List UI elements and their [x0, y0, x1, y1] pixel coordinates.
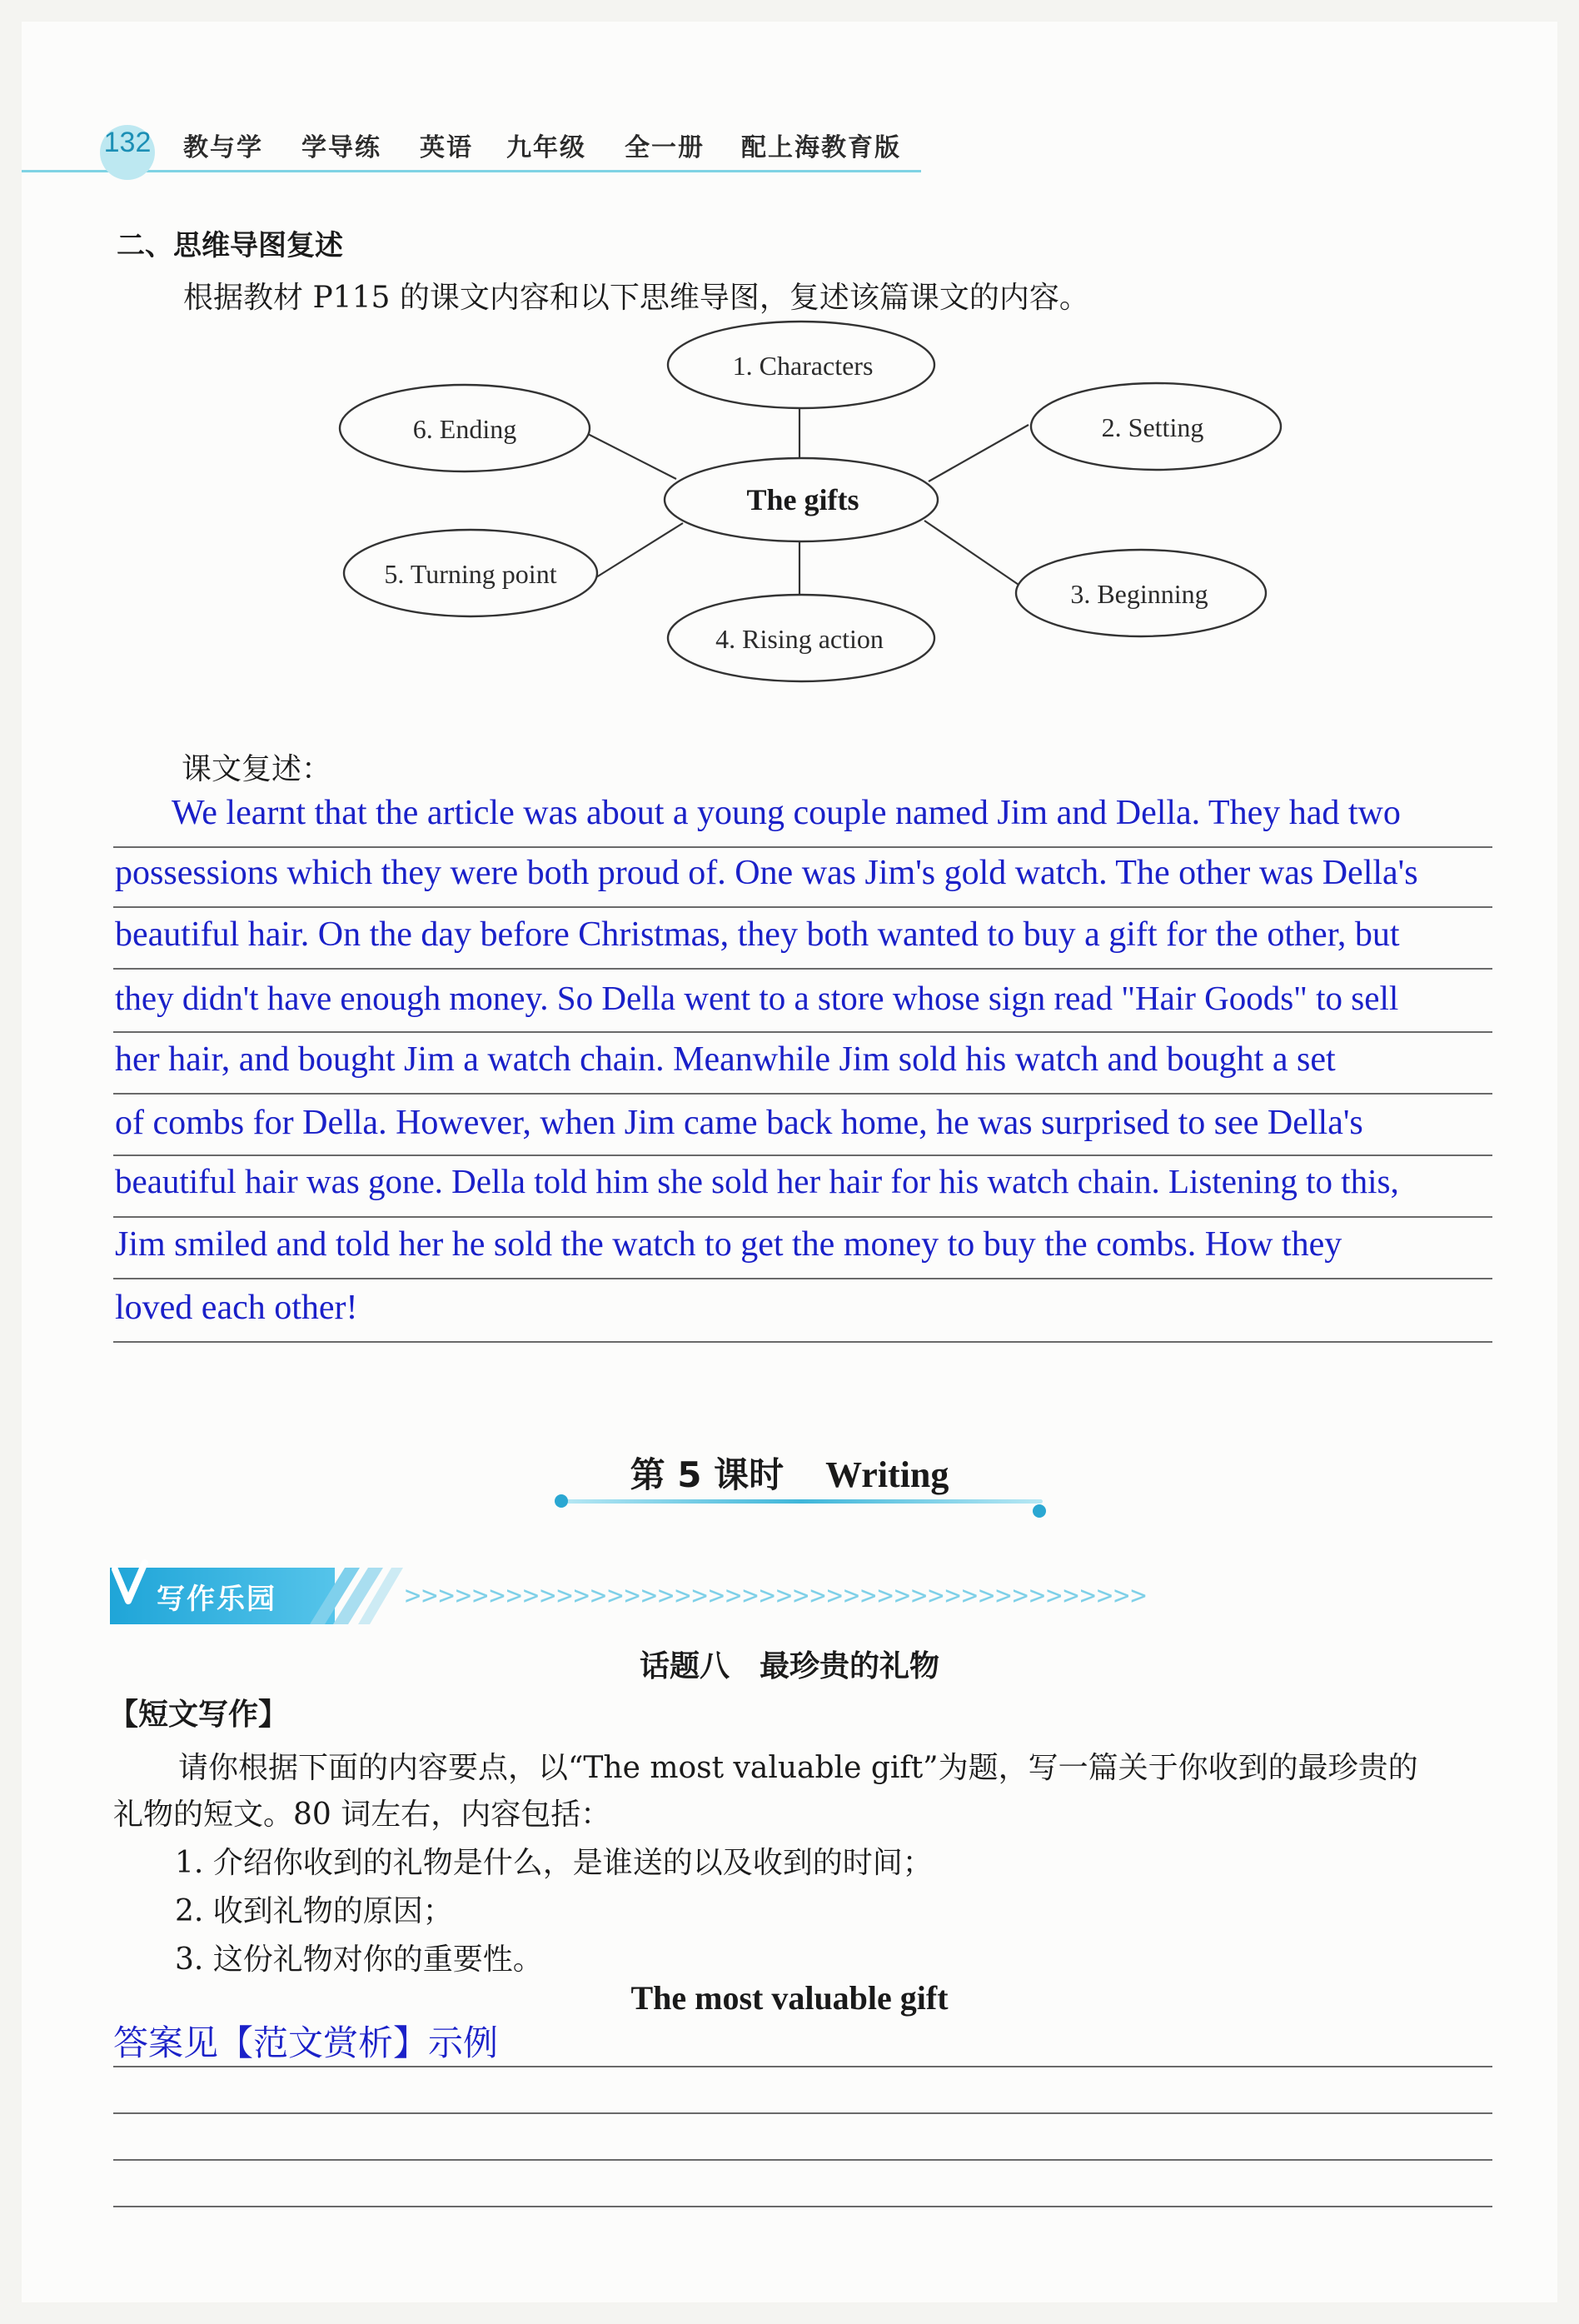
- underline-dot-right: [1033, 1504, 1046, 1518]
- retelling-line-6: of combs for Della. However, when Jim came back home, he was surprised to see Della's: [115, 1104, 1363, 1142]
- point-1: 1. 介绍你收到的礼物是什么，是谁送的以及收到的时间；: [175, 1846, 933, 1880]
- mm-node-2-label: 2. Setting: [1101, 412, 1204, 442]
- retelling-line-2: possessions which they were both proud of. One was Jim's gold watch. The other was Della's: [115, 854, 1418, 892]
- writing-rule: [113, 846, 1492, 848]
- retelling-line-4: they didn't have enough money. So Della went to a store whose sign read "Hair Goods" to sell: [115, 979, 1399, 1017]
- section-title: 二、思维导图复述: [117, 229, 343, 262]
- mm-node-3-label: 3. Beginning: [1070, 579, 1208, 609]
- topic-title: 话题八 最珍贵的礼物: [639, 1649, 939, 1683]
- point-2: 2. 收到礼物的原因；: [175, 1894, 453, 1928]
- retelling-line-1: We learnt that the article was about a young couple named Jim and Della. They had two: [172, 794, 1401, 832]
- mind-map: [0, 0, 1579, 700]
- prompt-line-1: 请你根据下面的内容要点，以“The most valuable gift”为题，写一篇关于你收到的最珍贵的: [178, 1751, 1418, 1785]
- header-item-5: 全一册: [625, 133, 705, 162]
- header-item-4: 九年级: [506, 133, 586, 162]
- essay-title: The most valuable gift: [630, 1979, 949, 2017]
- mm-node-5-label: 5. Turning point: [384, 559, 557, 589]
- mm-link-2: [929, 425, 1029, 481]
- prompt-line-2: 礼物的短文。80 词左右，内容包括：: [113, 1798, 611, 1832]
- lesson-underline: [560, 1499, 1043, 1504]
- header-item-2: 学导练: [301, 133, 381, 162]
- writing-rule: [113, 2066, 1492, 2067]
- writing-rule: [113, 1216, 1492, 1218]
- lesson-title-en: Writing: [825, 1454, 949, 1495]
- point-3: 3. 这份礼物对你的重要性。: [175, 1942, 543, 1977]
- writing-rule: [113, 968, 1492, 970]
- writing-rule: [113, 2206, 1492, 2207]
- lesson-title: [0, 1448, 1579, 1498]
- header-item-1: 教与学: [183, 133, 263, 162]
- answer-reference: 答案见【范文赏析】示例: [113, 2022, 499, 2063]
- page-number: 132: [103, 127, 152, 158]
- section-instruction: 根据教材 P115 的课文内容和以下思维导图，复述该篇课文的内容。: [183, 281, 1089, 315]
- banner-title: 写作乐园: [157, 1583, 276, 1616]
- mm-node-4-label: 4. Rising action: [715, 624, 884, 654]
- retelling-line-8: Jim smiled and told her he sold the watch to get the money to buy the combs. How they: [115, 1225, 1342, 1264]
- writing-rule: [113, 2159, 1492, 2161]
- writing-rule: [113, 1278, 1492, 1279]
- mm-link-5: [590, 523, 683, 581]
- mm-center-label: The gifts: [746, 483, 859, 516]
- check-icon: [115, 1563, 145, 1601]
- mm-link-3: [924, 521, 1026, 590]
- writing-rule: [113, 1093, 1492, 1095]
- chevron-decoration: >>>>>>>>>>>>>>>>>>>>>>>>>>>>>>>>>>>>>>>>>>>>: [405, 1579, 1148, 1611]
- lesson-title-cn: 第 5 课时: [630, 1454, 785, 1495]
- writing-rule: [113, 2112, 1492, 2114]
- writing-rule: [113, 1031, 1492, 1033]
- retelling-line-5: her hair, and bought Jim a watch chain. Meanwhile Jim sold his watch and bought a set: [115, 1040, 1336, 1079]
- retelling-line-7: beautiful hair was gone. Della told him she sold her hair for his watch chain. Listening to this,: [115, 1162, 1399, 1200]
- retelling-label: 课文复述：: [182, 752, 332, 786]
- header-item-6: 配上海教育版: [741, 133, 901, 162]
- writing-rule: [113, 1341, 1492, 1343]
- writing-rule: [113, 906, 1492, 908]
- writing-rule: [113, 1155, 1492, 1156]
- retelling-line-3: beautiful hair. On the day before Christmas, they both wanted to buy a gift for the other, but: [115, 915, 1400, 954]
- mm-node-1-label: 1. Characters: [732, 351, 874, 381]
- mm-node-6-label: 6. Ending: [412, 414, 517, 444]
- underline-dot-left: [555, 1494, 568, 1508]
- mm-link-6: [583, 431, 676, 479]
- task-type: 【短文写作】: [108, 1698, 289, 1732]
- retelling-line-9: loved each other!: [115, 1289, 358, 1327]
- header-item-3: 英语: [420, 133, 473, 162]
